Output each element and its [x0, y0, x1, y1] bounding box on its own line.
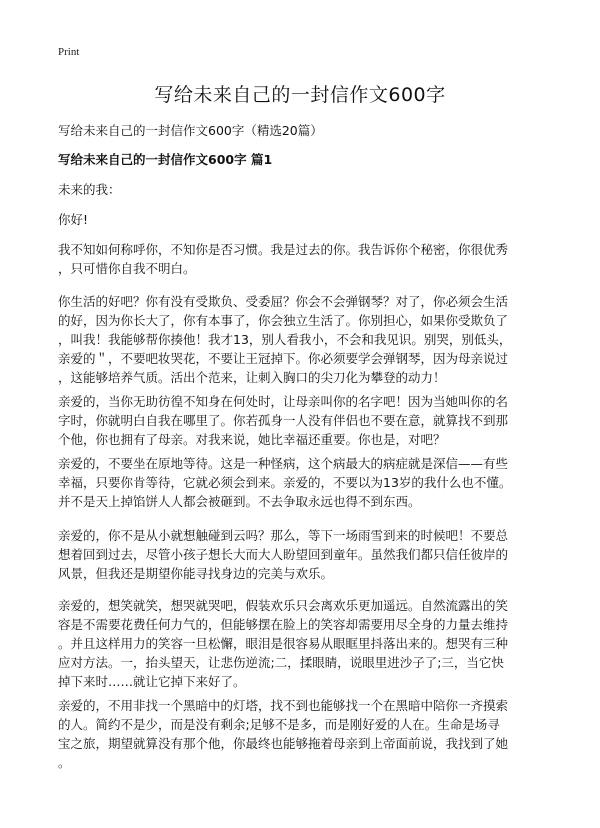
paragraph-line: 亲爱的，不用非找一个黑暗中的灯塔，找不到也能够找一个在黑暗中陪你一齐摸索 [58, 698, 509, 713]
section-heading: 写给未来自己的一封信作文600字 篇1 [58, 152, 273, 167]
paragraph-line: 字时，你就明白自我在哪里了。你若孤身一人没有伴侣也不要在意，就算找不到那 [58, 413, 509, 428]
paragraph-line: ，只可惜你自我不明白。 [58, 261, 196, 276]
paragraph-line: 。并且这样用力的笑容一旦松懈，眼泪是很容易从眼眶里抖落出来的。想哭有三种 [58, 636, 509, 651]
paragraph-line: 并不是天上掉馅饼人人都会被砸到。不去争取永远也得不到东西。 [58, 494, 421, 509]
paragraph-5 [58, 526, 558, 583]
paragraph-line: 我不知如何称呼你，不知你是否习惯。我是过去的你。我告诉你个秘密，你很优秀 [58, 242, 509, 257]
paragraph-line: 应对方法。一，抬头望天，让悲伤逆流;二，揉眼睛，说眼里进沙子了;三，当它快 [58, 655, 504, 670]
paragraph-line: 宝之旅，期望就算没有那个他，你最终也能够拖着母亲到上帝面前说，我找到了她 [58, 736, 509, 751]
paragraph-line: 掉下来时……就让它掉下来好了。 [58, 674, 246, 689]
paragraph-line: 亲爱的＂，不要吧妆哭花，不要让王冠掉下。你必须要学会弹钢琴，因为母亲说过 [58, 351, 509, 366]
paragraph-line: 亲爱的，不要坐在原地等待。这是一种怪病，这个病最大的病症就是深信——有些 [58, 456, 509, 471]
paragraph-4 [58, 454, 558, 511]
paragraph-line: 的好，因为你长大了，你有本事了，你会独立生活了。你别担心，如果你受欺负了 [58, 313, 509, 328]
paragraph-2 [58, 292, 558, 387]
subtitle: 写给未来自己的一封信作文600字（精选20篇） [58, 123, 323, 138]
paragraph-line: 你生活的好吧？你有没有受欺负、受委屈？你会不会弹钢琴？对了，你必须会生活 [58, 294, 509, 309]
paragraph-line: 想着回到过去，尽管小孩子想长大而大人盼望回到童年。虽然我们都只信任彼岸的 [58, 547, 509, 562]
paragraph-3 [58, 392, 558, 449]
paragraph-line: 个他，你也拥有了母亲。对我来说，她比幸福还重要。你也是，对吧？ [58, 432, 446, 447]
page-title: 写给未来自己的一封信作文600字 [154, 84, 446, 106]
paragraph-7 [58, 696, 558, 772]
paragraph-line: ，这能够培养气质。活出个范来，让刺入胸口的尖刀化为攀登的动力！ [58, 370, 446, 385]
paragraph-line: ，叫我！我能够帮你揍他！我才13，别人看我小，不会和我见识。别哭，别低头， [58, 332, 512, 347]
print-label: Print [58, 46, 80, 58]
paragraph-1 [58, 240, 558, 278]
paragraph-line: 亲爱的，想笑就笑，想哭就哭吧，假装欢乐只会离欢乐更加遥远。自然流露出的笑 [58, 598, 509, 613]
paragraph-line: 亲爱的，当你无助彷徨不知身在何处时，让母亲叫你的名字吧！因为当她叫你的名 [58, 394, 509, 409]
paragraph-line: 。 [58, 755, 71, 770]
paragraph-line: 幸福，只要你肯等待，它就必须会到来。亲爱的，不要以为13岁的我什么也不懂。 [58, 475, 512, 490]
paragraph-line: 亲爱的，你不是从小就想触碰到云吗？那么，等下一场雨雪到来的时候吧！不要总 [58, 528, 509, 543]
paragraph-line: 的人。简约不是少，而是没有剩余;足够不是多，而是刚好爱的人在。生命是场寻 [58, 717, 500, 732]
paragraph-line: 风景，但我还是期望你能寻找身边的完美与欢乐。 [58, 566, 334, 581]
greeting: 未来的我： [58, 182, 121, 197]
hello-line: 你好! [58, 212, 89, 227]
paragraph-line: 容是不需要花费任何力气的，但能够摆在脸上的笑容却需要用尽全身的力量去维持 [58, 617, 509, 632]
paragraph-6 [58, 596, 558, 691]
